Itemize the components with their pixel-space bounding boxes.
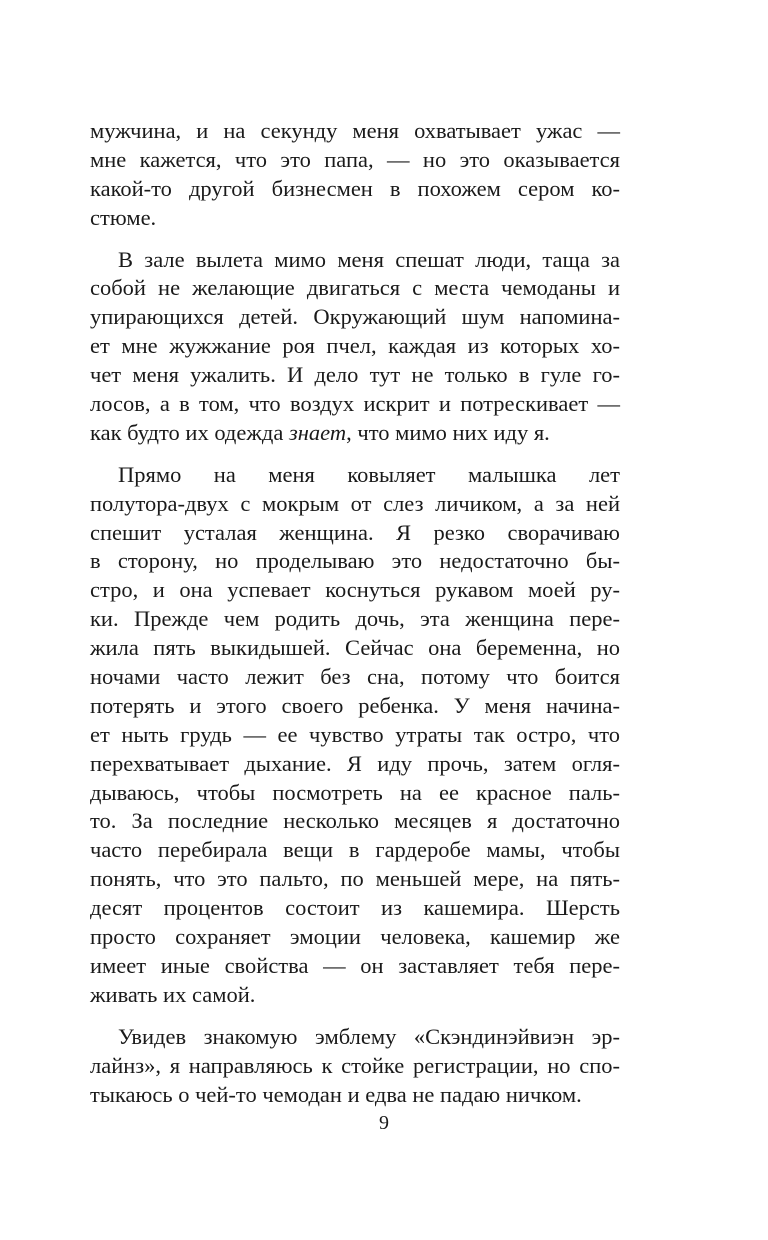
text-line: лосов, а в том, что воздух искрит и потрескивает — [90, 391, 620, 417]
text-line: какой-то другой бизнесмен в похожем сером ко- [90, 175, 620, 201]
paragraph [90, 1023, 620, 1110]
text-line: имеет иные свойства — он заставляет тебя пере- [90, 952, 620, 978]
text-line: понять, что это пальто, по меньшей мере, на пять- [90, 866, 620, 892]
text-line: ет мне жужжание роя пчел, каждая из которых хо- [90, 333, 620, 359]
text-line: то. За последние несколько месяцев я достаточно [90, 808, 620, 834]
text-line: часто перебирала вещи в гардеробе мамы, чтобы [90, 837, 620, 863]
text-line: в сторону, но проделываю это недостаточно бы- [90, 548, 620, 574]
text-line: полутора-двух с мокрым от слез личиком, а за ней [90, 490, 620, 516]
paragraph [90, 246, 620, 448]
text-line: потерять и этого своего ребенка. У меня начина- [90, 692, 620, 718]
text-line: мужчина, и на секунду меня охватывает ужас — [90, 118, 620, 143]
text-line: живать их самой. [90, 981, 256, 1007]
paragraph [90, 117, 620, 233]
text-line: ки. Прежде чем родить дочь, эта женщина пере- [90, 606, 620, 632]
text-line: перехватывает дыхание. Я иду прочь, затем огля- [90, 750, 620, 776]
text-line: стро, и она успевает коснуться рукавом моей ру- [90, 577, 620, 603]
italic-word: знает [288, 419, 347, 445]
text-line-with-italic [90, 419, 620, 448]
text-line: жила пять выкидышей. Сейчас она беременна, но [90, 635, 620, 661]
text-fragment: как будто их одежда [90, 419, 289, 445]
text-line: тыкаюсь о чей-то чемодан и едва не падаю ничком. [90, 1081, 582, 1107]
text-line: просто сохраняет эмоции человека, кашемир же [90, 924, 620, 950]
text-line: спешит усталая женщина. Я резко сворачиваю [90, 519, 620, 545]
text-line: мне кажется, что это папа, — но это оказывается [90, 146, 620, 172]
text-line: ет ныть грудь — ее чувство утраты так остро, что [90, 721, 620, 747]
text-line: десят процентов состоит из кашемира. Шерсть [90, 895, 620, 921]
text-line: чет меня ужалить. И дело тут не только в гуле го- [90, 362, 620, 388]
text-fragment: , что мимо них иду я. [346, 419, 550, 445]
text-line: Увидев знакомую эмблему «Скэндинэйвиэн эр- [118, 1023, 620, 1049]
paragraph [90, 461, 620, 1010]
text-line: собой не желающие двигаться с места чемоданы и [90, 275, 620, 301]
text-line: дываюсь, чтобы посмотреть на ее красное паль- [90, 779, 620, 805]
text-line: лайнз», я направляюсь к стойке регистрации, но спо- [90, 1052, 620, 1078]
text-line: Прямо на меня ковыляет малышка лет [118, 461, 620, 487]
text-line: ночами часто лежит без сна, потому что боится [90, 664, 620, 690]
text-line: стюме. [90, 204, 157, 230]
page-number: 9 [379, 1112, 389, 1134]
text-line: упирающихся детей. Окружающий шум напомина- [90, 304, 620, 330]
body-text [90, 117, 620, 1109]
text-line: В зале вылета мимо меня спешат люди, таща за [118, 246, 620, 272]
